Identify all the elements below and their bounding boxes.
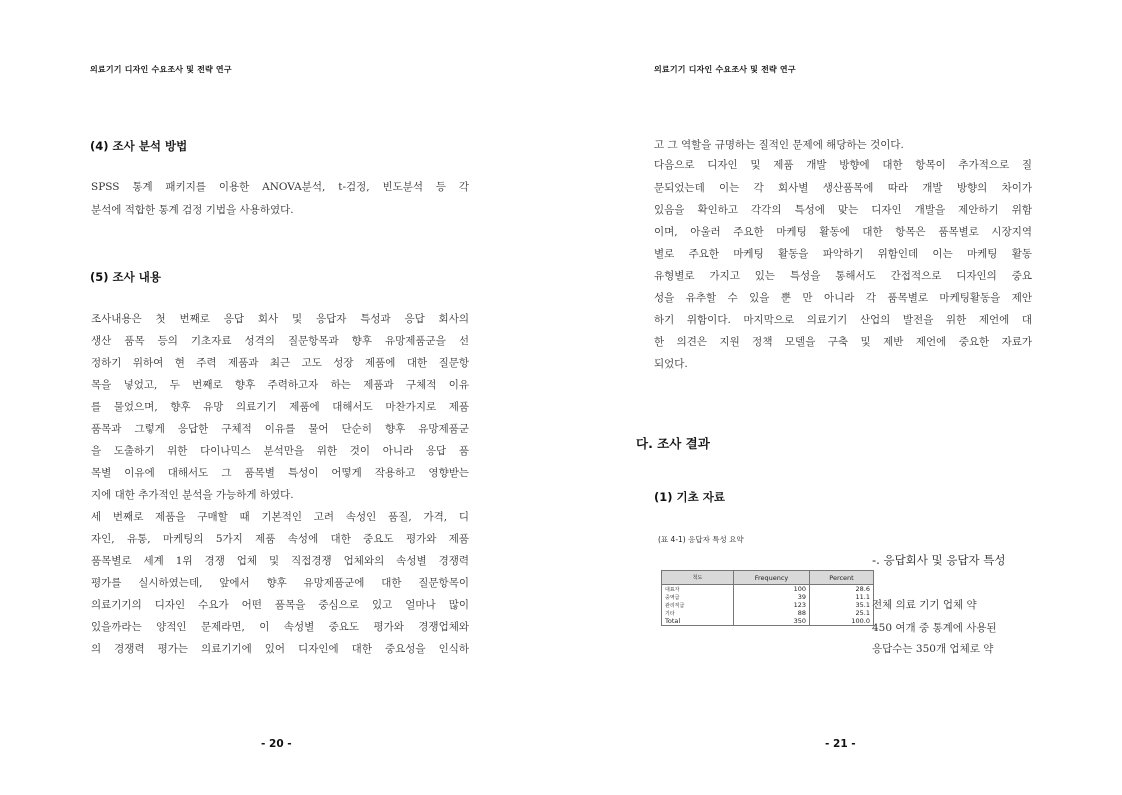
header-percent: Percent (810, 571, 874, 585)
side-heading: -. 응답회사 및 응답자 특성 (872, 553, 1006, 567)
sec5-line: 지에 대한 추가적인 분석을 가능하게 하였다. (91, 489, 294, 501)
row-frequency: 123 (734, 601, 810, 609)
row-percent: 25.1 (810, 609, 874, 617)
section-4-title: (4) 조사 분석 방법 (90, 139, 188, 153)
table-caption: (표 4-1) 응답자 특성 요약 (658, 535, 744, 544)
running-header-right: 의료기기 디자인 수요조사 및 전략 연구 (654, 65, 796, 74)
sec5-line: 목을 넣었고, 두 번째로 향후 주력하고자 하는 제품과 구체적 이유 (91, 379, 469, 391)
sec5-line: 생산 품목 등의 기초자료 성격의 질문항목과 향후 유망제품군을 선 (91, 335, 469, 347)
row-frequency: 39 (734, 593, 810, 601)
sec5-line: 세 번째로 제품을 구매할 때 기본적인 고려 속성인 품질, 가격, 디 (91, 511, 469, 523)
running-header-left: 의료기기 디자인 수요조사 및 전략 연구 (90, 65, 232, 74)
row-label: 중역급 (662, 593, 734, 601)
sec5-line: 품목과 그렇게 응답한 구체적 이유를 물어 단순히 향후 유망제품군 (91, 423, 469, 435)
sec5-line: 자인, 유통, 마케팅의 5가지 제품 속성에 대한 중요도 평가와 제품 (91, 533, 469, 545)
sec5-line: 의료기기의 디자인 수요가 어떤 품목을 중심으로 있고 얼마나 많이 (91, 599, 469, 611)
section-5-title: (5) 조사 내용 (90, 270, 161, 284)
side-line: 450 여개 중 통계에 사용된 (872, 622, 997, 634)
section-da-title: 다. 조사 결과 (636, 436, 710, 451)
right-body-line: 되었다. (654, 358, 688, 370)
table-header-row (662, 571, 874, 585)
right-body-line: 유형별로 가지고 있는 특성을 통해서도 간접적으로 디자인의 중요 (654, 270, 1032, 282)
sec5-line: 품목별로 세계 1위 경쟁 업체 및 직접경쟁 업체와의 속성별 경쟁력 (91, 555, 469, 567)
sec5-line: 의 경쟁력 평가는 의료기기에 있어 디자인에 대한 중요성을 인식하 (91, 643, 469, 655)
respondent-table (661, 570, 874, 626)
table-row (662, 585, 874, 594)
row-frequency: 88 (734, 609, 810, 617)
sec5-line: 있을까라는 양적인 문제라면, 이 속성별 중요도 평가와 경쟁업체와 (91, 621, 469, 633)
total-frequency: 350 (734, 617, 810, 626)
right-body-line: 성을 유추할 수 있을 뿐 만 아니라 각 품목별로 마케팅활동을 제안 (654, 292, 1032, 304)
sec4-line: SPSS 통계 패키지를 이용한 ANOVA분석, t-검정, 빈도분석 등 각 (91, 181, 469, 193)
right-body-line: 별로 주요한 마케팅 활동을 파악하기 위함인데 이는 마케팅 활동 (654, 248, 1032, 260)
row-percent: 35.1 (810, 601, 874, 609)
side-line: 응답수는 350개 업체로 약 (872, 643, 994, 655)
page-number-left: - 20 - (261, 738, 292, 750)
sec5-line: 정하기 위하여 현 주력 제품과 최근 고도 성장 제품에 대한 질문항 (91, 357, 469, 369)
right-body-line: 고 그 역할을 규명하는 질적인 문제에 해당하는 것이다. (654, 139, 904, 151)
row-percent: 28.6 (810, 585, 874, 594)
right-body-line: 있음을 확인하고 각각의 특성에 맞는 디자인 개발을 제안하기 위함 (654, 204, 1032, 216)
right-page (561, 0, 1122, 795)
sec5-line: 목별 이유에 대해서도 그 품목별 특성이 어떻게 작용하고 영향받는 (91, 467, 469, 479)
header-frequency: Frequency (734, 571, 810, 585)
sec5-line: 을 도출하기 위한 다이나믹스 분석만을 위한 것이 아니라 응답 품 (91, 445, 469, 457)
page-number-right: - 21 - (825, 738, 856, 750)
section-1-title: (1) 기초 자료 (654, 490, 725, 504)
right-body-line: 이며, 아울러 주요한 마케팅 활동에 대한 항목은 품목별로 시장지역 (654, 226, 1032, 238)
sec4-line: 분석에 적합한 통계 검정 기법을 사용하였다. (91, 204, 294, 216)
row-label: 관리직급 (662, 601, 734, 609)
sec5-line: 평가를 실시하였는데, 앞에서 향후 유망제품군에 대한 질문항목이 (91, 577, 469, 589)
right-body-line: 다음으로 디자인 및 제품 개발 방향에 대한 항목이 추가적으로 질 (654, 159, 1032, 171)
table-total-row (662, 617, 874, 626)
row-frequency: 100 (734, 585, 810, 594)
right-body-line: 문되었는데 이는 각 회사별 생산품목에 따라 개발 방향의 차이가 (654, 182, 1032, 194)
sec5-line: 조사내용은 첫 번째로 응답 회사 및 응답자 특성과 응답 회사의 (91, 313, 469, 325)
row-label: 기타 (662, 609, 734, 617)
row-label: 대표자 (662, 585, 734, 594)
table-row (662, 601, 874, 609)
right-body-line: 한 의견은 지원 정책 모델을 구축 및 제반 제언에 중요한 자료가 (654, 336, 1032, 348)
total-label: Total (662, 617, 734, 626)
row-percent: 11.1 (810, 593, 874, 601)
total-percent: 100.0 (810, 617, 874, 626)
side-line: 전체 의료 기기 업체 약 (872, 599, 977, 611)
sec5-line: 를 물었으며, 향후 유망 의료기기 제품에 대해서도 마찬가지로 제품 (91, 401, 469, 413)
table-row (662, 609, 874, 617)
header-scale: 척도 (662, 571, 734, 585)
right-body-line: 하기 위함이다. 마지막으로 의료기기 산업의 발전을 위한 제언에 대 (654, 314, 1032, 326)
table-row (662, 593, 874, 601)
